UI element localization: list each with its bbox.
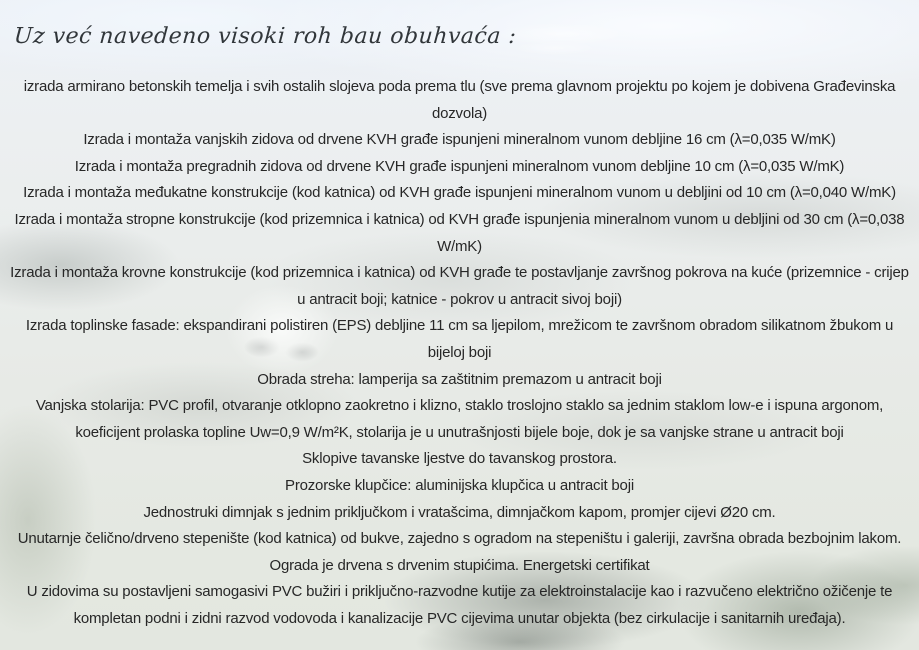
spec-item: Izrada i montaža stropne konstrukcije (kod prizemnica i katnica) od KVH građe ispunjenia mineralnom vunom u debljini od 30 cm (λ=0,038 W/mK) (14, 210, 905, 255)
spec-item: izrada armirano betonskih temelja i svih ostalih slojeva poda prema tlu (sve prema glavnom projektu po kojem je dobivena Građevinska dozvola) (23, 78, 896, 122)
spec-item: Vanjska stolarija: PVC profil, otvaranje otklopno zaokretno i klizno, staklo troslojno staklo sa jednim staklom low-e i ispuna argonom, koeficijent prolaska topline Uw=0,9 W/m²K, stolarija je u unutrašnjosti bijele boje, dok je sa vanjske strane u antracit boji (35, 397, 884, 441)
page-title: Uz već navedeno visoki roh bau obuhvaća : (13, 24, 518, 49)
spec-item: Ograda je drvena s drvenim stupićima. Energetski certifikat (269, 556, 650, 574)
spec-item: Izrada i montaža međukatne konstrukcije (kod katnica) od KVH građe ispunjeni mineralnom vunom u debljini od 10 cm (λ=0,040 W/mK) (23, 184, 896, 202)
spec-item: Unutarnje čelično/drveno stepenište (kod katnica) od bukve, zajedno s ogradom na stepeništu i galeriji, završna obrada bezbojnim lakom. (17, 530, 902, 548)
spec-item: Izrada i montaža pregradnih zidova od drvene KVH građe ispunjeni mineralnom vunom debljine 10 cm (λ=0,035 W/mK) (74, 157, 845, 175)
spec-item: Obrada streha: lamperija sa zaštitnim premazom u antracit boji (257, 370, 662, 388)
spec-item: Prozorske klupčice: aluminijska klupčica u antracit boji (285, 476, 634, 494)
spec-item: Izrada i montaža krovne konstrukcije (kod prizemnica i katnica) od KVH građe te postavljanje završnog pokrova na kuće (prizemnice - crijep u antracit boji; katnice - pokrov u antracit sivoj boji) (10, 264, 909, 308)
spec-list (0, 74, 919, 632)
spec-item: Sklopive tavanske ljestve do tavanskog prostora. (302, 450, 617, 468)
spec-item: Jednostruki dimnjak s jednim priključkom i vratašcima, dimnjačkom kapom, promjer cijevi Ø20 cm. (143, 503, 776, 521)
spec-item: U zidovima su postavljeni samogasivi PVC bužiri i priključno-razvodne kutije za elektroinstalacije kao i razvučeno električno ožičenje te kompletan podni i zidni razvod vodovoda i kanalizacije PVC cijevima unutar objekta (bez cirkulacije i sanitarnih uređaja). (26, 583, 893, 627)
spec-item: Izrada i montaža vanjskih zidova od drvene KVH građe ispunjeni mineralnom vunom debljine 16 cm (λ=0,035 W/mK) (83, 131, 836, 149)
spec-item: Izrada toplinske fasade: ekspandirani polistiren (EPS) debljine 11 cm sa ljepilom, mrežicom te završnom obradom silikatnom žbukom u bijeloj boji (25, 317, 894, 361)
